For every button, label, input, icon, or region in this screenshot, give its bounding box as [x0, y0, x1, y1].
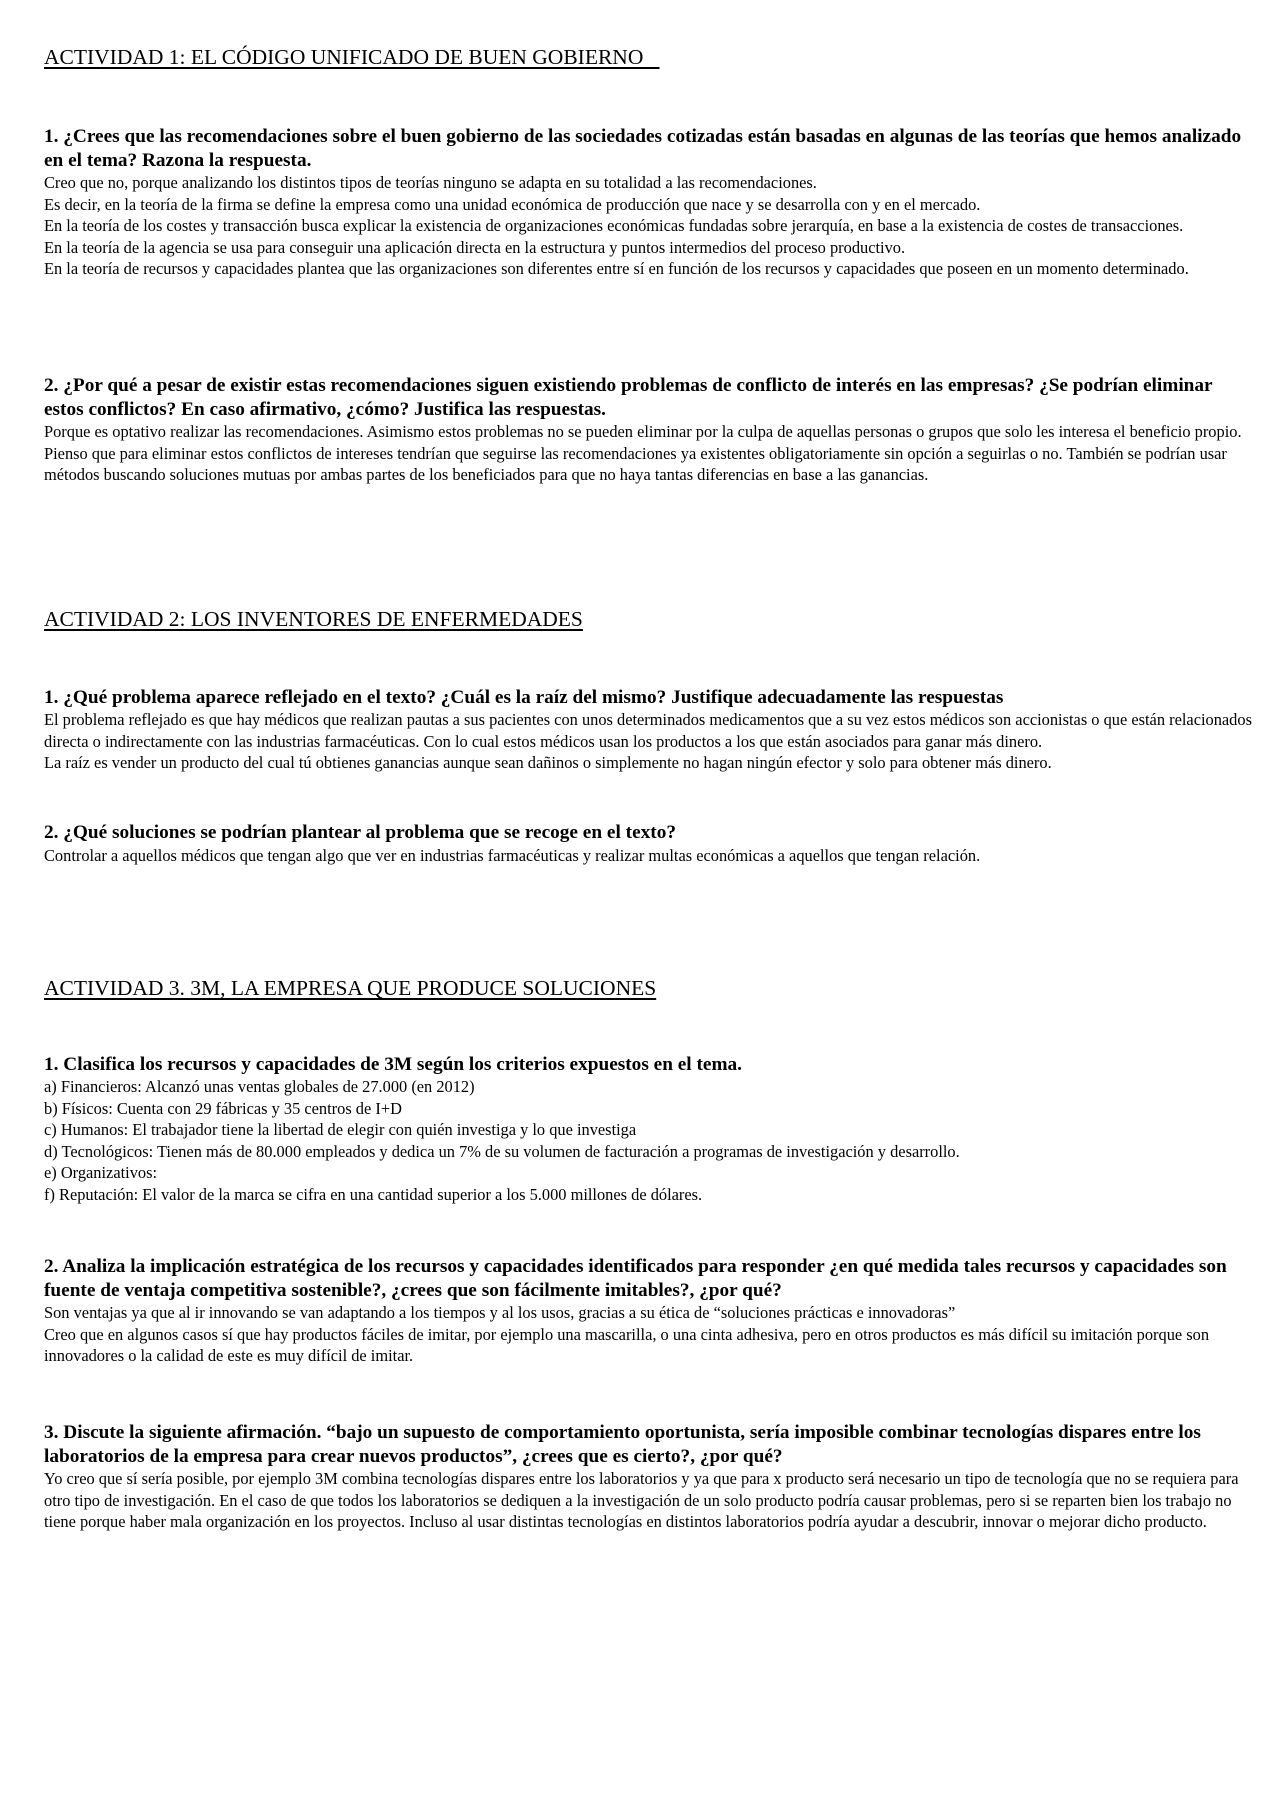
section-3-question-2: 2. Analiza la implicación estratégica de los recursos y capacidades identificados para responder ¿en qué medida tales recursos y capacidades son fuente de ventaja competitiva sostenible?, ¿crees que son fácilmente imitables?, ¿por qué? [44, 1256, 1227, 1301]
section-3-answer-2 [44, 1302, 1254, 1367]
answer-paragraph: En la teoría de los costes y transacción busca explicar la existencia de organizaciones económicas fundadas sobre jerarquía, en base a la existencia de costes de transacciones. [44, 216, 1184, 236]
answer-paragraph: b) Físicos: Cuenta con 29 fábricas y 35 centros de I+D [44, 1098, 402, 1118]
section-1-answer-1 [44, 172, 1254, 280]
section-2-answer-2 [44, 845, 1254, 867]
section-3-answer-1 [44, 1076, 1254, 1206]
section-1-answer-2 [44, 421, 1254, 486]
section-3-question-1: 1. Clasifica los recursos y capacidades de 3M según los criterios expuestos en el tema. [44, 1054, 742, 1075]
answer-paragraph: c) Humanos: El trabajador tiene la libertad de elegir con quién investiga y lo que investiga [44, 1120, 637, 1140]
section-3-question-3: 3. Discute la siguiente afirmación. “bajo un supuesto de comportamiento oportunista, sería imposible combinar tecnologías dispares entre los laboratorios de la empresa para crear nuevos productos”, ¿crees que es cierto?, ¿por qué? [44, 1422, 1201, 1467]
answer-paragraph: e) Organizativos: [44, 1163, 158, 1183]
answer-paragraph: Son ventajas ya que al ir innovando se van adaptando a los tiempos y al los usos, gracias a su ética de “soluciones prácticas e innovadoras” [44, 1303, 956, 1322]
answer-paragraph: d) Tecnológicos: Tienen más de 80.000 empleados y dedica un 7% de su volumen de facturación a programas de investigación y desarrollo. [44, 1141, 960, 1161]
section-3-heading: ACTIVIDAD 3. 3M, LA EMPRESA QUE PRODUCE SOLUCIONES [44, 976, 657, 1000]
section-3-answer-3 [44, 1468, 1254, 1533]
answer-paragraph: f) Reputación: El valor de la marca se cifra en una cantidad superior a los 5.000 millones de dólares. [44, 1184, 703, 1204]
section-2-question-1: 1. ¿Qué problema aparece reflejado en el texto? ¿Cuál es la raíz del mismo? Justifique adecuadamente las respuestas [44, 687, 1004, 708]
answer-paragraph: Creo que en algunos casos sí que hay productos fáciles de imitar, por ejemplo una mascarilla, o una cinta adhesiva, pero en otros productos es más difícil su imitación porque son innovadores o la calidad de este es muy difícil de imitar. [44, 1324, 1210, 1366]
section-2-heading: ACTIVIDAD 2: LOS INVENTORES DE ENFERMEDADES [44, 607, 583, 631]
answer-paragraph: Es decir, en la teoría de la firma se define la empresa como una unidad económica de producción que nace y se desarrolla con y en el mercado. [44, 194, 981, 214]
answer-paragraph: Controlar a aquellos médicos que tengan algo que ver en industrias farmacéuticas y realizar multas económicas a aquellos que tengan relación. [44, 846, 981, 865]
answer-paragraph: Pienso que para eliminar estos conflictos de intereses tendrían que seguirse las recomendaciones ya existentes obligatoriamente sin opción a seguirlas o no. También se podrían usar métodos buscando soluciones mutuas por ambas partes de los beneficiados para que no haya tantas diferencias en base a las ganancias. [44, 443, 1227, 485]
answer-paragraph: Creo que no, porque analizando los distintos tipos de teorías ninguno se adapta en su totalidad a las recomendaciones. [44, 173, 817, 192]
answer-paragraph: a) Financieros: Alcanzó unas ventas globales de 27.000 (en 2012) [44, 1077, 475, 1096]
section-1-question-1: 1. ¿Crees que las recomendaciones sobre el buen gobierno de las sociedades cotizadas están basadas en algunas de las teorías que hemos analizado en el tema? Razona la respuesta. [44, 126, 1242, 171]
section-2-question-2: 2. ¿Qué soluciones se podrían plantear al problema que se recoge en el texto? [44, 822, 676, 843]
section-1-question-2: 2. ¿Por qué a pesar de existir estas recomendaciones siguen existiendo problemas de conflicto de interés en las empresas? ¿Se podrían eliminar estos conflictos? En caso afirmativo, ¿cómo? Justifica las respuestas. [44, 375, 1213, 420]
answer-paragraph: Yo creo que sí sería posible, por ejemplo 3M combina tecnologías dispares entre los laboratorios y ya que para x producto será necesario un tipo de tecnología que no se requiera para otro tipo de investigación. En el caso de que todos los laboratorios se dediquen a la investigación de un solo producto podría causar problemas, pero si se reparten bien los trabajo no tiene porque haber mala organización en los proyectos. Incluso al usar distintas tecnologías en distintos laboratorios podría ayudar a descubrir, innovar o mejorar dicho producto. [44, 1469, 1239, 1532]
section-1-heading: ACTIVIDAD 1: EL CÓDIGO UNIFICADO DE BUEN GOBIERNO [44, 45, 660, 69]
answer-paragraph: La raíz es vender un producto del cual tú obtienes ganancias aunque sean dañinos o simplemente no hagan ningún efector y solo para obtener más dinero. [44, 753, 1052, 773]
answer-paragraph: El problema reflejado es que hay médicos que realizan pautas a sus pacientes con unos determinados medicamentos que a su vez estos médicos son accionistas o que están relacionados directa o indirectamente con las industrias farmacéuticas. Con lo cual estos médicos usan los productos a los que están asociados para ganar más dinero. [44, 710, 1252, 751]
answer-paragraph: En la teoría de la agencia se usa para conseguir una aplicación directa en la estructura y puntos intermedios del proceso productivo. [44, 237, 906, 257]
answer-paragraph: En la teoría de recursos y capacidades plantea que las organizaciones son diferentes entre sí en función de los recursos y capacidades que poseen en un momento determinado. [44, 259, 1189, 279]
answer-paragraph: Porque es optativo realizar las recomendaciones. Asimismo estos problemas no se pueden eliminar por la culpa de aquellas personas o grupos que solo les interesa el beneficio propio. [44, 422, 1242, 441]
section-2-answer-1 [44, 709, 1254, 774]
